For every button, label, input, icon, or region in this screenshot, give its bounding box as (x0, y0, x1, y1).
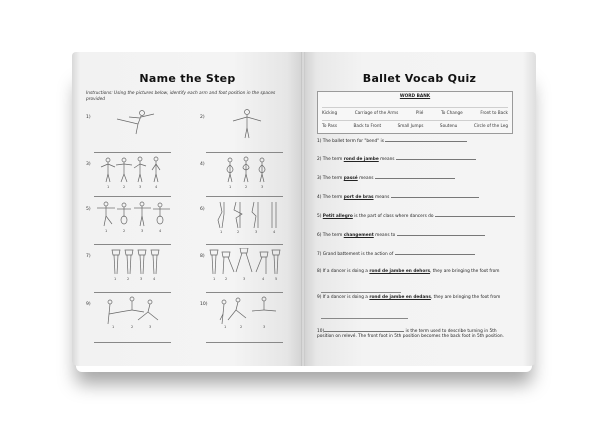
svg-text:1: 1 (112, 325, 115, 329)
word-bank-term: Front to Back (480, 110, 508, 115)
item-number: 6) (200, 207, 205, 212)
word-bank-term: Back to Front (353, 123, 382, 128)
battement-figures-icon (216, 296, 280, 330)
item-number: 8) (200, 254, 205, 259)
svg-text:2: 2 (123, 185, 126, 189)
item-number: 2) (200, 115, 205, 120)
quiz-question-7: 7) Grand battement is the action of (317, 250, 475, 257)
svg-text:3: 3 (263, 325, 266, 329)
item-number: 5) (86, 207, 91, 212)
word-bank-row (322, 107, 508, 115)
word-bank-term: To Change (440, 110, 463, 115)
quiz-question-5: 5) Petit allegro is the part of class where dancers do (317, 212, 515, 219)
item-number: 3) (86, 162, 91, 167)
word-bank-term: To Pass (322, 123, 338, 128)
svg-text:4: 4 (153, 277, 156, 281)
svg-text:2: 2 (237, 230, 240, 234)
svg-text:2: 2 (245, 185, 248, 189)
answer-blank[interactable] (385, 137, 467, 142)
word-bank-term: Soutenu (439, 123, 458, 128)
answer-line[interactable] (206, 152, 283, 153)
answer-blank[interactable] (397, 231, 485, 236)
left-page-title: Name the Step (139, 72, 236, 85)
arm-positions-figures-icon (222, 156, 272, 190)
svg-text:4: 4 (273, 230, 276, 234)
svg-text:2: 2 (127, 277, 130, 281)
svg-text:1: 1 (105, 229, 108, 233)
quiz-question-9: 9) If a dancer is doing a rond de jambe en dedans, they are bringing the foot from (317, 295, 501, 300)
svg-text:4: 4 (159, 229, 162, 233)
answer-line[interactable] (94, 244, 171, 245)
answer-line[interactable] (206, 292, 283, 293)
foot-positions-figures-icon (212, 200, 284, 234)
open-workbook (72, 52, 536, 366)
quiz-question-6: 6) The term changement means to (317, 231, 485, 238)
quiz-question-10-continued: position on relevé. The front foot in 5th position becomes the back foot in 5th position. (317, 334, 504, 339)
answer-line[interactable] (94, 292, 171, 293)
svg-text:1: 1 (114, 277, 117, 281)
svg-text:2: 2 (123, 229, 126, 233)
svg-text:2: 2 (240, 325, 243, 329)
word-bank-term: Circle of the Leg (473, 123, 508, 128)
answer-blank[interactable] (324, 327, 404, 332)
svg-text:1: 1 (220, 230, 223, 234)
leg-extension-figures-icon (96, 200, 172, 234)
left-page (72, 52, 303, 366)
ballerina-figure-icon (227, 108, 267, 140)
svg-text:2: 2 (225, 277, 228, 281)
svg-text:1: 1 (224, 325, 227, 329)
word-bank-term: Plié (415, 110, 424, 115)
answer-blank[interactable] (396, 155, 476, 160)
svg-text:4: 4 (262, 277, 265, 281)
answer-blank[interactable] (391, 193, 479, 198)
svg-text:5: 5 (275, 277, 278, 281)
instructions-text: Instructions: Using the pictures below, identify each arm and foot position in the spaces provided (86, 91, 276, 102)
right-page (303, 52, 536, 366)
svg-text:2: 2 (131, 325, 134, 329)
svg-text:1: 1 (107, 185, 110, 189)
word-bank (317, 91, 513, 134)
quiz-question-8: 8) If a dancer is doing a rond de jambe en dehors, they are bringing the foot from (317, 269, 500, 274)
word-bank-term: Small Jumps (397, 123, 424, 128)
leg-positions-figures-icon (206, 248, 286, 282)
right-page-title: Ballet Vocab Quiz (362, 72, 477, 85)
svg-text:3: 3 (255, 230, 258, 234)
svg-text:1: 1 (213, 277, 216, 281)
svg-text:3: 3 (139, 185, 142, 189)
answer-line[interactable] (321, 292, 401, 293)
word-bank-term: Carriage of the Arms (354, 110, 399, 115)
svg-text:3: 3 (261, 185, 264, 189)
answer-line[interactable] (94, 196, 171, 197)
arm-positions-figures-icon (100, 156, 165, 190)
quiz-question-10: 10) is the term used to describe turning in 5th (317, 329, 497, 334)
word-bank-term: Kicking (322, 110, 338, 115)
svg-text:3: 3 (140, 277, 143, 281)
answer-line[interactable] (206, 196, 283, 197)
svg-text:3: 3 (141, 229, 144, 233)
battement-figures-icon (102, 296, 162, 330)
book-spine (301, 52, 305, 366)
item-number: 10) (200, 302, 208, 307)
item-number: 1) (86, 115, 91, 120)
arabesque-figure-icon (114, 108, 164, 136)
answer-blank[interactable] (435, 212, 515, 217)
item-number: 7) (86, 254, 91, 259)
answer-blank[interactable] (395, 250, 475, 255)
item-number: 4) (200, 162, 205, 167)
answer-blank[interactable] (375, 174, 455, 179)
svg-text:4: 4 (155, 185, 158, 189)
svg-text:3: 3 (243, 277, 246, 281)
answer-line[interactable] (206, 244, 283, 245)
answer-line[interactable] (321, 318, 408, 319)
svg-text:1: 1 (229, 185, 232, 189)
answer-line[interactable] (206, 342, 283, 343)
answer-line[interactable] (94, 152, 171, 153)
quiz-question-4: 4) The term port de bras means (317, 193, 479, 200)
quiz-question-1: 1) The ballet term for "bend" is (317, 137, 467, 144)
word-bank-title: WORD BANK (399, 94, 431, 99)
svg-text:3: 3 (149, 325, 152, 329)
item-number: 9) (86, 302, 91, 307)
quiz-question-3: 3) The term passé means (317, 174, 455, 181)
leg-positions-figures-icon (108, 248, 163, 282)
answer-line[interactable] (94, 342, 171, 343)
quiz-question-2: 2) The term rond de jambe means (317, 155, 476, 162)
word-bank-row (322, 120, 508, 128)
